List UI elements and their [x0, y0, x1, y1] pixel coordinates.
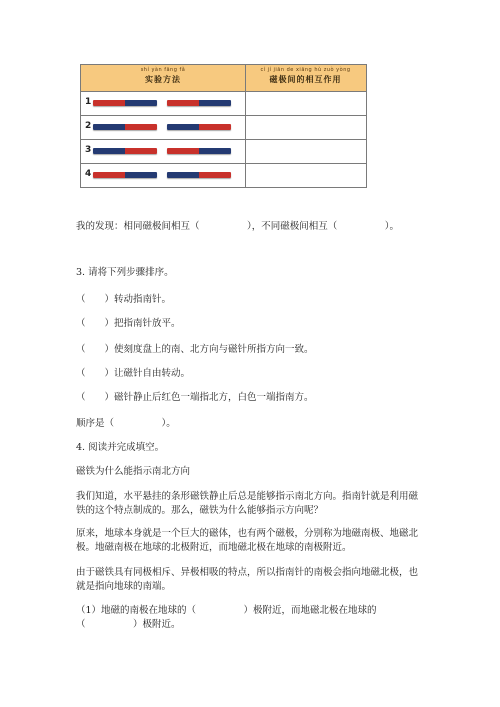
bar-magnet — [93, 148, 157, 154]
q4-heading: 磁铁为什么能指示南北方向 — [76, 466, 191, 477]
q3-order: 顺序是（ ）。 — [76, 418, 176, 429]
bar-magnet — [93, 172, 157, 178]
row-number: 4 — [85, 169, 92, 179]
magnet-pole — [93, 124, 125, 130]
q4-paragraph-2: 原来，地球本身就是一个巨大的磁体，也有两个磁极，分别称为地磁南极、地磁北极。地磁南极在地球的北极附近，而地磁北极在地球的南极附近。 — [76, 528, 419, 553]
header-method-label: 实验方法 — [145, 75, 181, 84]
interaction-answer-cell[interactable] — [245, 163, 366, 187]
experiment-table — [80, 64, 367, 188]
magnet-pole — [167, 124, 199, 130]
row-number: 3 — [85, 145, 92, 155]
magnet-pole — [93, 172, 125, 178]
q3-step-1: （ ）转动指南针。 — [76, 294, 172, 305]
magnet-pole — [199, 172, 231, 178]
bar-magnet — [93, 100, 157, 106]
table-row — [81, 163, 366, 187]
header-interaction — [245, 65, 366, 91]
header-interaction-pinyin: cí jí jiān de xiāng hù zuò yòng — [260, 67, 351, 73]
magnet-pole — [199, 124, 231, 130]
table-row — [81, 91, 366, 116]
bar-magnet — [167, 172, 231, 178]
discovery-line: 我的发现：相同磁极间相互（ ），不同磁极间相互（ ）。 — [76, 221, 400, 232]
header-method-pinyin: shí yàn fāng fǎ — [140, 67, 186, 73]
q3-title: 3. 请将下列步骤排序。 — [76, 267, 174, 278]
header-method — [81, 65, 246, 91]
magnet-pole — [199, 100, 231, 106]
q3-step-2: （ ）把指南针放平。 — [76, 318, 181, 329]
magnet-pole — [167, 172, 199, 178]
table-header — [81, 65, 366, 92]
magnet-pole — [125, 100, 157, 106]
magnet-pole — [125, 172, 157, 178]
interaction-answer-cell[interactable] — [245, 115, 366, 139]
bar-magnet — [167, 100, 231, 106]
magnet-pole — [125, 124, 157, 130]
table-row — [81, 139, 366, 164]
method-cell — [81, 139, 246, 163]
method-cell — [81, 163, 246, 187]
method-cell — [81, 91, 246, 115]
table-row — [81, 115, 366, 140]
q4-blank-1: （1）地磁的南极在地球的（ ）极附近，而地磁北极在地球的（ ）极附近。 — [76, 605, 377, 630]
magnet-pole — [167, 100, 199, 106]
interaction-answer-cell[interactable] — [245, 91, 366, 115]
q3-step-5: （ ）磁针静止后红色一端指北方，白色一端指南方。 — [76, 392, 314, 403]
method-cell — [81, 115, 246, 139]
row-number: 1 — [85, 97, 92, 107]
header-interaction-label: 磁极间的相互作用 — [269, 75, 342, 84]
magnet-pole — [125, 148, 157, 154]
q4-paragraph-1: 我们知道，水平悬挂的条形磁铁静止后总是能够指示南北方向。指南针就是利用磁铁的这个特点制成的。那么，磁铁为什么能够指示方向呢？ — [76, 491, 419, 516]
magnet-pole — [93, 148, 125, 154]
q3-step-4: （ ）让磁针自由转动。 — [76, 368, 191, 379]
bar-magnet — [167, 124, 231, 130]
magnet-pole — [199, 148, 231, 154]
bar-magnet — [93, 124, 157, 130]
bar-magnet — [167, 148, 231, 154]
magnet-pole — [93, 100, 125, 106]
q3-step-3: （ ）使刻度盘上的南、北方向与磁针所指方向一致。 — [76, 344, 314, 355]
q4-paragraph-3: 由于磁铁具有同极相斥、异极相吸的特点，所以指南针的南极会指向地磁北极，也就是指向地球的南端。 — [76, 567, 419, 592]
row-number: 2 — [85, 121, 92, 131]
q4-title: 4. 阅读并完成填空。 — [76, 442, 165, 453]
magnet-pole — [167, 148, 199, 154]
interaction-answer-cell[interactable] — [245, 139, 366, 163]
